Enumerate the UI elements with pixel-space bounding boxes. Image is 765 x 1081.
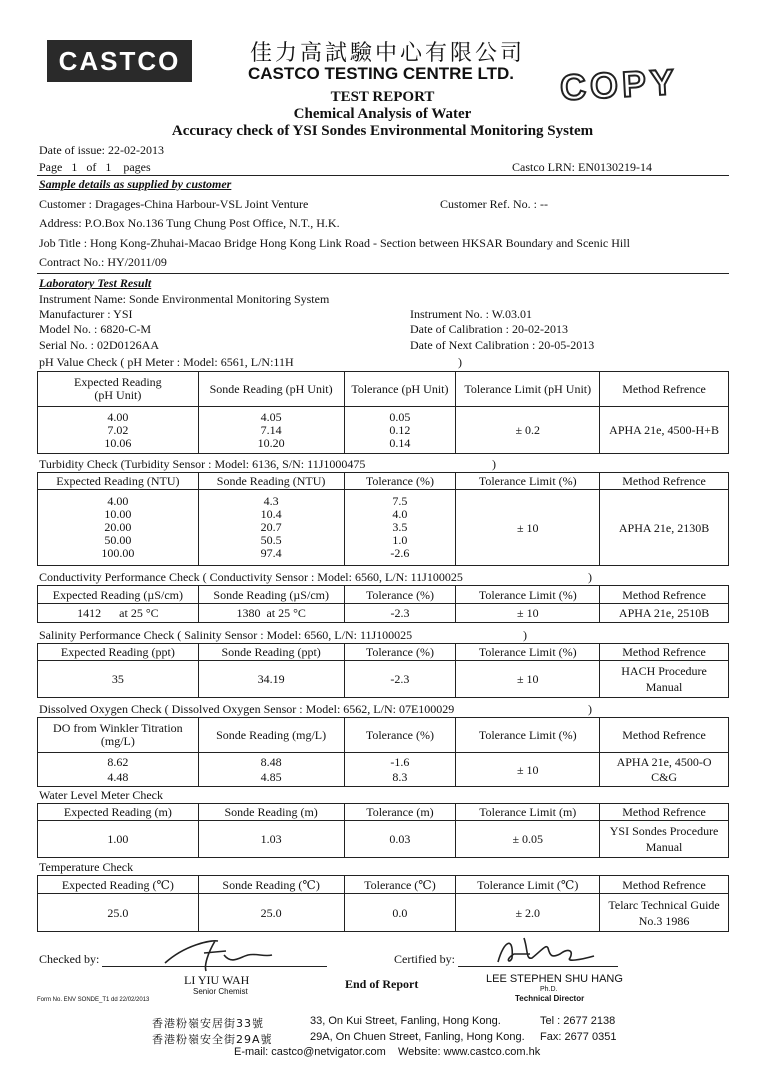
conductivity-sonde-value: 1380 at 25 °C xyxy=(198,604,344,623)
checker-name: LI YIU WAH xyxy=(184,973,250,987)
temperature-sonde-value: 25.0 xyxy=(198,894,344,932)
salinity-header-tolerance: Tolerance (%) xyxy=(344,644,456,661)
ph-limit-value: ± 0.2 xyxy=(456,407,600,454)
certifier-name: LEE STEPHEN SHU HANG xyxy=(486,973,623,985)
customer: Customer : Dragages-China Harbour-VSL Joint Venture xyxy=(39,197,309,211)
form-number: Form No. ENV SONDE_T1 dd 22/02/2013 xyxy=(37,997,150,1003)
page-count: Page 1 of 1 pages xyxy=(39,160,151,174)
ph-header-tolerance: Tolerance (pH Unit) xyxy=(344,372,456,407)
oxygen-header-limit: Tolerance Limit (%) xyxy=(456,718,600,753)
oxygen-sonde-values: 8.48 4.85 xyxy=(198,753,344,787)
copy-stamp: COPY xyxy=(558,60,679,109)
turbidity-check-table xyxy=(37,472,729,566)
oxygen-limit-value: ± 10 xyxy=(456,753,600,787)
conductivity-expected-value: 1412 at 25 °C xyxy=(38,604,199,623)
turbidity-check-caption-close: ) xyxy=(492,457,496,471)
salinity-check-caption: Salinity Performance Check ( Salinity Sensor : Model: 6560, L/N: 11J100025 xyxy=(39,628,413,642)
footer-fax: Fax: 2677 0351 xyxy=(540,1031,617,1043)
turbidity-method-value: APHA 21e, 2130B xyxy=(600,490,729,566)
temperature-expected-value: 25.0 xyxy=(38,894,199,932)
divider xyxy=(37,273,729,274)
instrument-name: Instrument Name: Sonde Environmental Monitoring System xyxy=(39,292,330,306)
conductivity-header-sonde: Sonde Reading (µS/cm) xyxy=(198,586,344,604)
model-no: Model No. : 6820-C-M xyxy=(39,322,151,336)
water-level-limit-value: ± 0.05 xyxy=(456,821,600,858)
temperature-header-sonde: Sonde Reading (℃) xyxy=(198,876,344,894)
castco-logo: CASTCO xyxy=(47,40,192,82)
ph-check-caption: pH Value Check ( pH Meter : Model: 6561, L/N:11H xyxy=(39,355,294,369)
temperature-header-expected: Expected Reading (℃) xyxy=(38,876,199,894)
temperature-method-value: Telarc Technical Guide No.3 1986 xyxy=(600,894,729,932)
salinity-method-value: HACH Procedure Manual xyxy=(600,661,729,698)
next-calibration-date: Date of Next Calibration : 20-05-2013 xyxy=(410,338,595,352)
salinity-header-expected: Expected Reading (ppt) xyxy=(38,644,199,661)
salinity-header-method: Method Refrence xyxy=(600,644,729,661)
ph-header-expected: Expected Reading (pH Unit) xyxy=(38,372,199,407)
footer-address-en-1: 33, On Kui Street, Fanling, Hong Kong. xyxy=(310,1015,501,1027)
company-name-english: CASTCO TESTING CENTRE LTD. xyxy=(248,64,515,83)
company-name-chinese: 佳力高試驗中心有限公司 xyxy=(250,41,526,66)
temperature-header-limit: Tolerance Limit (℃) xyxy=(456,876,600,894)
temperature-header-tolerance: Tolerance (℃) xyxy=(344,876,456,894)
turbidity-check-caption: Turbidity Check (Turbidity Sensor : Model: 6136, S/N: 11J1000475 xyxy=(39,457,366,471)
oxygen-tolerance-values: -1.6 8.3 xyxy=(344,753,456,787)
report-title: TEST REPORT xyxy=(330,89,435,105)
salinity-sonde-value: 34.19 xyxy=(198,661,344,698)
oxygen-check-table xyxy=(37,717,729,787)
salinity-check-caption-close: ) xyxy=(523,628,527,642)
conductivity-header-expected: Expected Reading (µS/cm) xyxy=(38,586,199,604)
water-level-check-caption: Water Level Meter Check xyxy=(39,788,163,802)
manufacturer: Manufacturer : YSI xyxy=(39,307,133,321)
salinity-header-limit: Tolerance Limit (%) xyxy=(456,644,600,661)
footer-address-cn-2: 香港粉嶺安全街29A號 xyxy=(152,1033,273,1046)
turbidity-tolerance-values: 7.5 4.0 3.5 1.0 -2.6 xyxy=(344,490,456,566)
footer-tel: Tel : 2677 2138 xyxy=(540,1015,616,1027)
oxygen-check-caption: Dissolved Oxygen Check ( Dissolved Oxygen Sensor : Model: 6562, L/N: 07E100029 xyxy=(39,702,455,716)
checked-by-label: Checked by: xyxy=(39,952,100,966)
oxygen-header-tolerance: Tolerance (%) xyxy=(344,718,456,753)
ph-sonde-values: 4.05 7.14 10.20 xyxy=(198,407,344,454)
temperature-check-table xyxy=(37,875,729,932)
turbidity-header-method: Method Refrence xyxy=(600,473,729,490)
serial-no: Serial No. : 02D0126AA xyxy=(39,338,159,352)
lab-result-title: Laboratory Test Result xyxy=(39,276,152,290)
sample-details-title: Sample details as supplied by customer xyxy=(39,177,232,191)
conductivity-header-tolerance: Tolerance (%) xyxy=(344,586,456,604)
job-title: Job Title : Hong Kong-Zhuhai-Macao Bridge Hong Kong Link Road - Section between HKSAR Boundary and Scenic Hill xyxy=(39,236,630,250)
turbidity-header-tolerance: Tolerance (%) xyxy=(344,473,456,490)
contract-no: Contract No.: HY/2011/09 xyxy=(39,255,167,269)
conductivity-check-caption: Conductivity Performance Check ( Conductivity Sensor : Model: 6560, L/N: 11J100025 xyxy=(39,570,463,584)
conductivity-tolerance-value: -2.3 xyxy=(344,604,456,623)
report-subtitle: Chemical Analysis of Water xyxy=(293,106,472,122)
turbidity-header-limit: Tolerance Limit (%) xyxy=(456,473,600,490)
customer-ref: Customer Ref. No. : -- xyxy=(440,197,548,211)
report-heading: Accuracy check of YSI Sondes Environmental Monitoring System xyxy=(171,123,594,139)
water-level-tolerance-value: 0.03 xyxy=(344,821,456,858)
ph-check-table xyxy=(37,371,729,454)
ph-header-limit: Tolerance Limit (pH Unit) xyxy=(456,372,600,407)
address: Address: P.O.Box No.136 Tung Chung Post Office, N.T., H.K. xyxy=(39,216,340,230)
water-level-header-limit: Tolerance Limit (m) xyxy=(456,804,600,821)
water-level-expected-value: 1.00 xyxy=(38,821,199,858)
salinity-check-table xyxy=(37,643,729,698)
water-level-header-tolerance: Tolerance (m) xyxy=(344,804,456,821)
conductivity-limit-value: ± 10 xyxy=(456,604,600,623)
oxygen-expected-values: 8.62 4.48 xyxy=(38,753,199,787)
conductivity-check-caption-close: ) xyxy=(588,570,592,584)
water-level-header-method: Method Refrence xyxy=(600,804,729,821)
divider xyxy=(37,175,729,176)
certifier-degree: Ph.D. xyxy=(540,986,558,993)
checker-title: Senior Chemist xyxy=(193,987,248,996)
conductivity-header-method: Method Refrence xyxy=(600,586,729,604)
turbidity-header-sonde: Sonde Reading (NTU) xyxy=(198,473,344,490)
ph-tolerance-values: 0.05 0.12 0.14 xyxy=(344,407,456,454)
turbidity-sonde-values: 4.3 10.4 20.7 50.5 97.4 xyxy=(198,490,344,566)
conductivity-check-table xyxy=(37,585,729,623)
water-level-sonde-value: 1.03 xyxy=(198,821,344,858)
certifier-signature xyxy=(490,930,600,972)
water-level-check-table xyxy=(37,803,729,858)
temperature-header-method: Method Refrence xyxy=(600,876,729,894)
temperature-check-caption: Temperature Check xyxy=(39,860,134,874)
water-level-header-expected: Expected Reading (m) xyxy=(38,804,199,821)
ph-header-method: Method Refrence xyxy=(600,372,729,407)
instrument-no: Instrument No. : W.03.01 xyxy=(410,307,532,321)
certifier-title: Technical Director xyxy=(515,994,585,1003)
salinity-header-sonde: Sonde Reading (ppt) xyxy=(198,644,344,661)
ph-header-sonde: Sonde Reading (pH Unit) xyxy=(198,372,344,407)
footer-address-cn-1: 香港粉嶺安居街33號 xyxy=(152,1017,264,1030)
ph-check-caption-close: ) xyxy=(458,355,462,369)
checker-signature xyxy=(160,935,280,975)
ph-method-value: APHA 21e, 4500-H+B xyxy=(600,407,729,454)
oxygen-header-sonde: Sonde Reading (mg/L) xyxy=(198,718,344,753)
footer-contact: E-mail: castco@netvigator.com Website: www.castco.com.hk xyxy=(234,1046,541,1058)
certified-by-label: Certified by: xyxy=(394,952,455,966)
date-of-issue: Date of issue: 22-02-2013 xyxy=(39,143,164,157)
oxygen-header-expected: DO from Winkler Titration (mg/L) xyxy=(38,718,199,753)
water-level-method-value: YSI Sondes Procedure Manual xyxy=(600,821,729,858)
oxygen-method-value: APHA 21e, 4500-O C&G xyxy=(600,753,729,787)
castco-lrn: Castco LRN: EN0130219-14 xyxy=(512,160,652,174)
end-of-report: End of Report xyxy=(345,977,419,991)
calibration-date: Date of Calibration : 20-02-2013 xyxy=(410,322,568,336)
salinity-expected-value: 35 xyxy=(38,661,199,698)
turbidity-header-expected: Expected Reading (NTU) xyxy=(38,473,199,490)
salinity-tolerance-value: -2.3 xyxy=(344,661,456,698)
oxygen-header-method: Method Refrence xyxy=(600,718,729,753)
footer-address-en-2: 29A, On Chuen Street, Fanling, Hong Kong. xyxy=(310,1031,525,1043)
temperature-limit-value: ± 2.0 xyxy=(456,894,600,932)
conductivity-method-value: APHA 21e, 2510B xyxy=(600,604,729,623)
conductivity-header-limit: Tolerance Limit (%) xyxy=(456,586,600,604)
salinity-limit-value: ± 10 xyxy=(456,661,600,698)
temperature-tolerance-value: 0.0 xyxy=(344,894,456,932)
water-level-header-sonde: Sonde Reading (m) xyxy=(198,804,344,821)
oxygen-check-caption-close: ) xyxy=(588,702,592,716)
ph-expected-values: 4.00 7.02 10.06 xyxy=(38,407,199,454)
turbidity-limit-value: ± 10 xyxy=(456,490,600,566)
turbidity-expected-values: 4.00 10.00 20.00 50.00 100.00 xyxy=(38,490,199,566)
